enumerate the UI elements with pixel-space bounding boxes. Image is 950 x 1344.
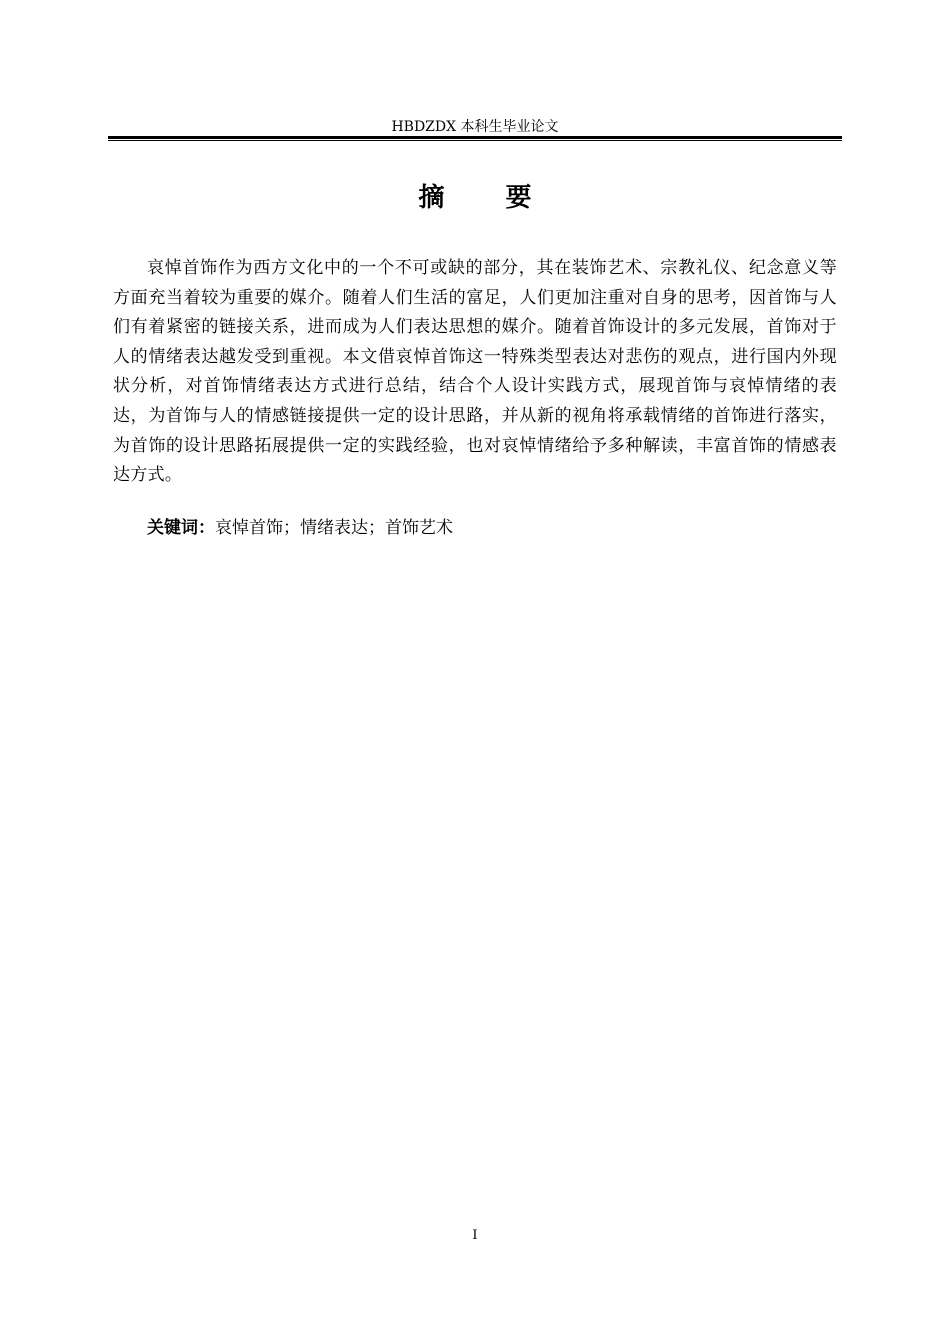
keywords-value: 哀悼首饰；情绪表达；首饰艺术: [215, 518, 453, 538]
header-rule-thick: [108, 136, 842, 139]
keywords-line: [147, 514, 837, 542]
page-number: I: [472, 1228, 478, 1243]
abstract-title: 摘 要: [418, 183, 558, 213]
running-header: HBDZDX 本科生毕业论文: [391, 119, 559, 135]
abstract-paragraph: 哀悼首饰作为西方文化中的一个不可或缺的部分，其在装饰艺术、宗教礼仪、纪念意义等方面充当着较为重要的媒介。随着人们生活的富足，人们更加注重对自身的思考，因首饰与人们有着紧密的链接关系，进而成为人们表达思想的媒介。随着首饰设计的多元发展，首饰对于人的情绪表达越发受到重视。本文借哀悼首饰这一特殊类型表达对悲伤的观点，进行国内外现状分析，对首饰情绪表达方式进行总结，结合个人设计实践方式，展现首饰与哀悼情绪的表达，为首饰与人的情感链接提供一定的设计思路，并从新的视角将承载情绪的首饰进行落实，为首饰的设计思路拓展提供一定的实践经验，也对哀悼情绪给予多种解读，丰富首饰的情感表达方式。: [113, 258, 837, 486]
keywords-label: 关键词：: [147, 518, 215, 538]
header-rule-thin: [108, 140, 842, 141]
